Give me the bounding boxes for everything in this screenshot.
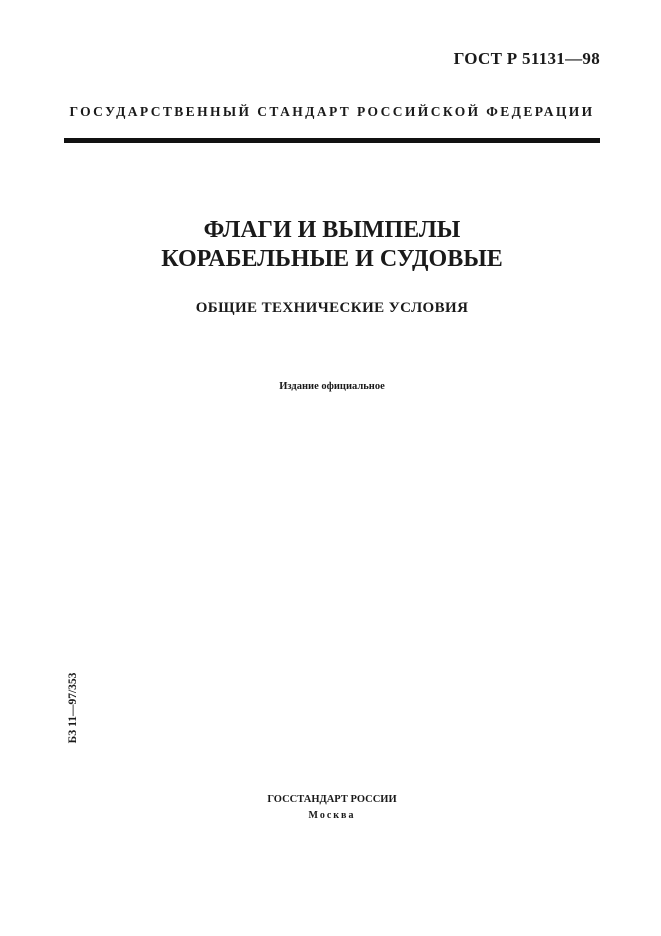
- standard-header: ГОСУДАРСТВЕННЫЙ СТАНДАРТ РОССИЙСКОЙ ФЕДЕРАЦИИ: [69, 104, 595, 119]
- publisher-city: Москва: [308, 810, 356, 821]
- publisher: ГОССТАНДАРТ РОССИИ: [267, 794, 397, 805]
- document-subtitle: ОБЩИЕ ТЕХНИЧЕСКИЕ УСЛОВИЯ: [195, 300, 469, 316]
- title-line-2: КОРАБЕЛЬНЫЕ И СУДОВЫЕ: [161, 246, 503, 272]
- edition-note: Издание официальное: [279, 381, 385, 392]
- title-line-1: ФЛАГИ И ВЫМПЕЛЫ: [203, 217, 461, 243]
- standard-number: ГОСТ Р 51131—98: [453, 49, 600, 68]
- document-title: [64, 216, 600, 274]
- side-code-text: БЗ 11—97/353: [67, 672, 79, 744]
- header-rule: [64, 138, 600, 143]
